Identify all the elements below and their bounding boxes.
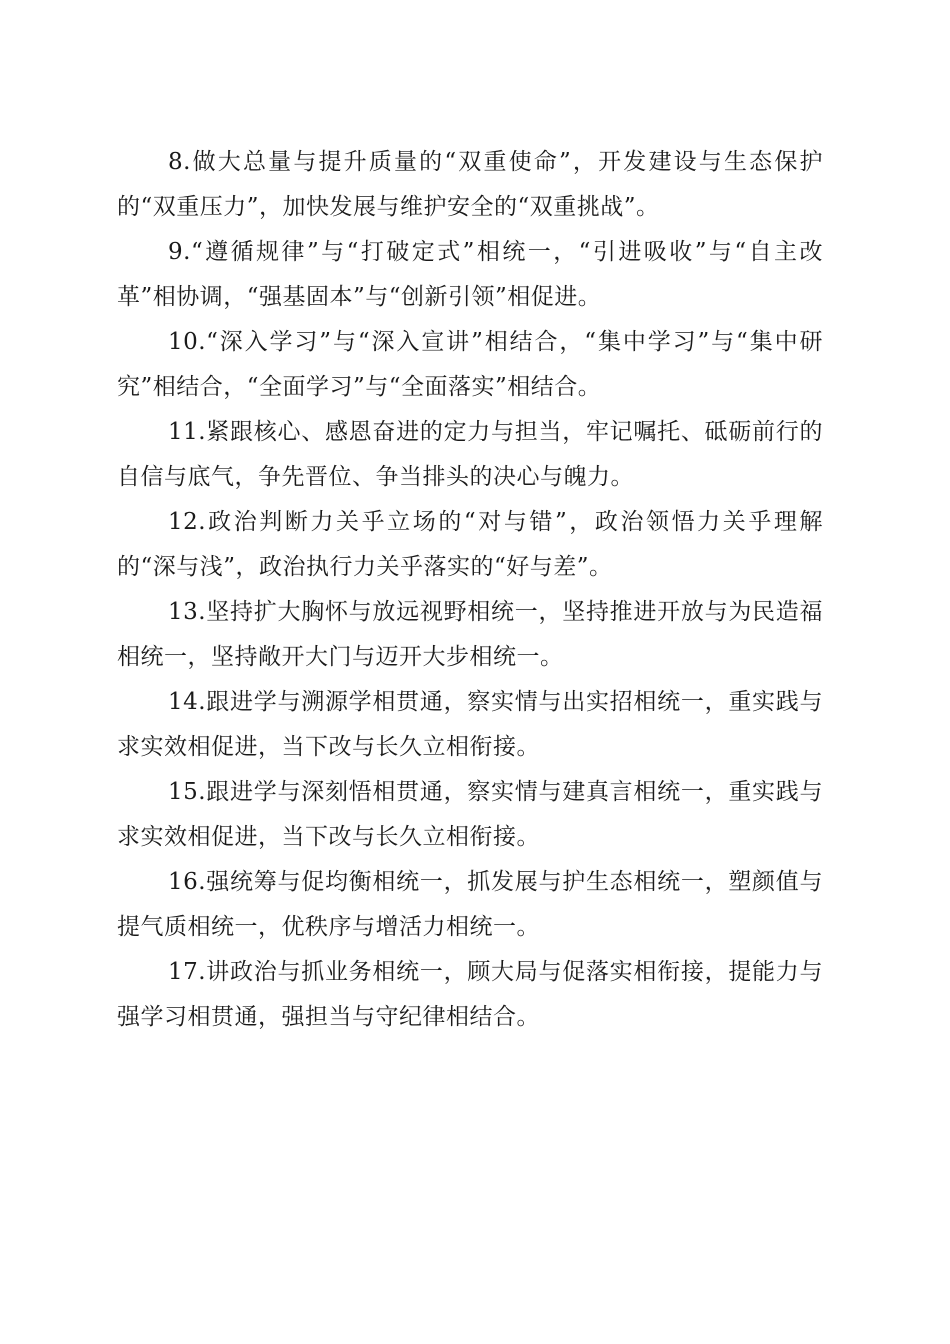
paragraph-12: 12.政治判断力关乎立场的“对与错”，政治领悟力关乎理解的“深与浅”，政治执行力关乎落实的“好与差”。	[117, 509, 823, 580]
paragraph-11: 11.紧跟核心、感恩奋进的定力与担当，牢记嘱托、砥砺前行的自信与底气，争先晋位、争当排头的决心与魄力。	[117, 419, 823, 490]
document-body	[117, 140, 823, 1040]
paragraph-17: 17.讲政治与抓业务相统一，顾大局与促落实相衔接，提能力与强学习相贯通，强担当与守纪律相结合。	[117, 959, 823, 1030]
paragraph-14: 14.跟进学与溯源学相贯通，察实情与出实招相统一，重实践与求实效相促进，当下改与长久立相衔接。	[117, 689, 823, 760]
paragraph-9: 9.“遵循规律”与“打破定式”相统一，“引进吸收”与“自主改革”相协调，“强基固本”与“创新引领”相促进。	[117, 239, 823, 310]
paragraph-16: 16.强统筹与促均衡相统一，抓发展与护生态相统一，塑颜值与提气质相统一，优秩序与增活力相统一。	[117, 869, 823, 940]
paragraph-13: 13.坚持扩大胸怀与放远视野相统一，坚持推进开放与为民造福相统一，坚持敞开大门与迈开大步相统一。	[117, 599, 823, 670]
paragraph-8: 8.做大总量与提升质量的“双重使命”，开发建设与生态保护的“双重压力”，加快发展与维护安全的“双重挑战”。	[117, 149, 823, 220]
paragraph-10: 10.“深入学习”与“深入宣讲”相结合，“集中学习”与“集中研究”相结合，“全面学习”与“全面落实”相结合。	[117, 329, 823, 400]
paragraph-15: 15.跟进学与深刻悟相贯通，察实情与建真言相统一，重实践与求实效相促进，当下改与长久立相衔接。	[117, 779, 823, 850]
